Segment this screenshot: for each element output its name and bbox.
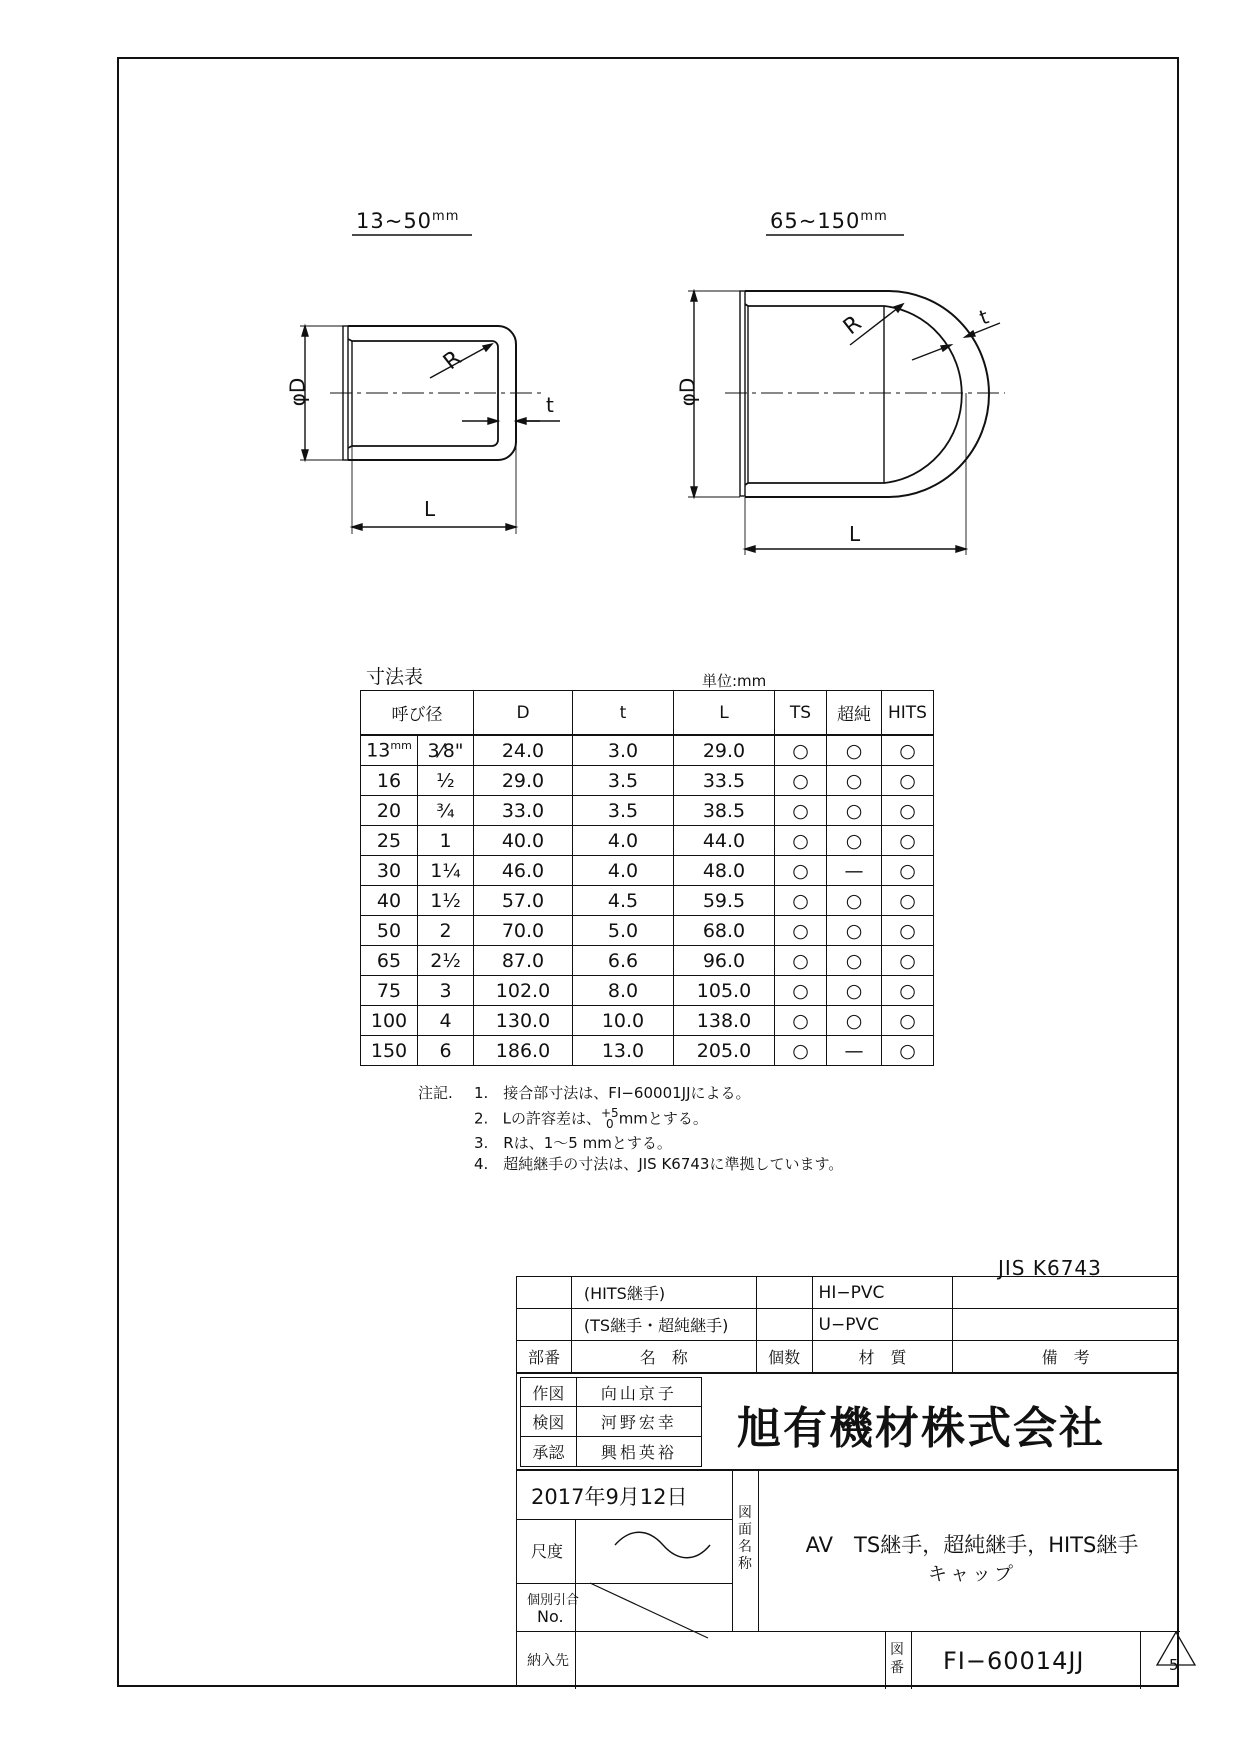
cell-t: 3.5 (573, 796, 674, 826)
cell-L: 44.0 (674, 826, 775, 856)
part1-material: HI−PVC (812, 1277, 953, 1309)
cell-nominal-mm: 20 (361, 796, 418, 826)
table-row (361, 976, 934, 1006)
cell-nominal-inch: 6 (418, 1036, 474, 1066)
ref-label-1: 個別引合 (527, 1593, 580, 1608)
table-row (361, 856, 934, 886)
cell-D: 29.0 (474, 766, 573, 796)
header-ultrapure: 超純 (827, 691, 882, 736)
cell-D: 186.0 (474, 1036, 573, 1066)
cell-L: 59.5 (674, 886, 775, 916)
cell-ultrapure: ○ (827, 796, 882, 826)
cell-L: 33.5 (674, 766, 775, 796)
cell-TS: ○ (775, 766, 827, 796)
cell-L: 29.0 (674, 735, 775, 766)
jis-standard: JIS K6743 (998, 1256, 1102, 1280)
drawing-date: 2017年9月12日 (531, 1485, 688, 1509)
cell-TS: ○ (775, 826, 827, 856)
signature-area (516, 1372, 1179, 1470)
notes-label: 注記. (418, 1084, 453, 1102)
drawing-name-line1: AV TS継手，超純継手，HITS継手 (805, 1533, 1139, 1557)
cell-HITS: ○ (882, 735, 934, 766)
cell-TS: ○ (775, 735, 827, 766)
header-material: 材 質 (812, 1341, 953, 1373)
scale-label: 尺度 (531, 1542, 564, 1561)
cell-HITS: ○ (882, 796, 934, 826)
dimension-table (360, 690, 934, 1066)
cell-nominal-inch: 1 (418, 826, 474, 856)
header-TS: TS (775, 691, 827, 736)
cell-D: 130.0 (474, 1006, 573, 1036)
cell-nominal-mm: 150 (361, 1036, 418, 1066)
table-row (361, 916, 934, 946)
small-radius-label: R (438, 345, 467, 376)
small-diameter-label: φD (285, 377, 310, 407)
cell-HITS: ○ (882, 766, 934, 796)
cell-D: 46.0 (474, 856, 573, 886)
cell-D: 102.0 (474, 976, 573, 1006)
note-3: 3. Rは、1〜5 mmとする。 (474, 1134, 672, 1152)
cell-nominal-mm: 25 (361, 826, 418, 856)
small-size-label: $13\sim 50^{mm}$ (356, 209, 460, 233)
cell-nominal-mm: 30 (361, 856, 418, 886)
cell-TS: ○ (775, 886, 827, 916)
header-HITS: HITS (882, 691, 934, 736)
notes-block (418, 1083, 978, 1183)
small-thickness-label: t (546, 393, 554, 417)
cell-D: 40.0 (474, 826, 573, 856)
revision-number: 5 (1169, 1656, 1179, 1674)
cell-t: 6.6 (573, 946, 674, 976)
large-radius-label: R (838, 310, 867, 341)
header-name: 名 称 (571, 1341, 756, 1373)
part2-name: (TS継手・超純継手) (571, 1309, 756, 1341)
cell-ultrapure: ○ (827, 976, 882, 1006)
cell-nominal-inch: 3⁄8" (418, 735, 474, 766)
note-1: 1. 接合部寸法は、FI−60001JJによる。 (474, 1084, 751, 1102)
cell-TS: ○ (775, 1036, 827, 1066)
header-remarks: 備 考 (953, 1341, 1179, 1373)
cell-nominal-mm: 75 (361, 976, 418, 1006)
table-row (361, 796, 934, 826)
cell-nominal-inch: ½ (418, 766, 474, 796)
cell-ultrapure: ○ (827, 916, 882, 946)
small-length-label: L (424, 497, 436, 521)
table-row (361, 886, 934, 916)
cell-ultrapure: ○ (827, 1006, 882, 1036)
delivery-label: 納入先 (527, 1653, 569, 1669)
cell-ultrapure: ○ (827, 886, 882, 916)
cell-ultrapure: ○ (827, 826, 882, 856)
large-size-label: $65\sim 150^{mm}$ (770, 209, 888, 233)
drawn-label: 作図 (521, 1378, 577, 1407)
cell-nominal-mm: 65 (361, 946, 418, 976)
header-t: t (573, 691, 674, 736)
cell-L: 38.5 (674, 796, 775, 826)
cell-nominal-mm: 40 (361, 886, 418, 916)
cell-HITS: ○ (882, 886, 934, 916)
large-length-label: L (849, 522, 861, 546)
cell-ultrapure: ○ (827, 766, 882, 796)
parts-list (516, 1276, 1179, 1373)
cell-nominal-inch: 1½ (418, 886, 474, 916)
cell-HITS: ○ (882, 826, 934, 856)
cell-nominal-mm: 100 (361, 1006, 418, 1036)
drawing-name-line2: キャップ (927, 1563, 1016, 1585)
drawing-name-label: 図面名称 (738, 1505, 752, 1572)
drawing-no-label: 図番 (890, 1642, 904, 1676)
cell-ultrapure: — (827, 1036, 882, 1066)
cell-HITS: ○ (882, 916, 934, 946)
cell-L: 96.0 (674, 946, 775, 976)
table-row (361, 1006, 934, 1036)
note-4: 4. 超純継手の寸法は、JIS K6743に準拠しています。 (474, 1155, 844, 1173)
checked-label: 検図 (521, 1407, 577, 1437)
header-part-no: 部番 (517, 1341, 572, 1373)
cell-L: 205.0 (674, 1036, 775, 1066)
cell-t: 8.0 (573, 976, 674, 1006)
drawn-by: 向山京子 (576, 1378, 701, 1407)
cell-D: 24.0 (474, 735, 573, 766)
cell-HITS: ○ (882, 976, 934, 1006)
table-row (361, 1036, 934, 1066)
cell-ultrapure: ○ (827, 735, 882, 766)
checked-by: 河野宏幸 (576, 1407, 701, 1437)
cell-HITS: ○ (882, 1006, 934, 1036)
cell-nominal-inch: ¾ (418, 796, 474, 826)
cell-nominal-mm: 16 (361, 766, 418, 796)
cell-ultrapure: — (827, 856, 882, 886)
cell-D: 57.0 (474, 886, 573, 916)
cell-t: 3.5 (573, 766, 674, 796)
cell-L: 138.0 (674, 1006, 775, 1036)
cell-nominal-mm: 50 (361, 916, 418, 946)
cell-L: 48.0 (674, 856, 775, 886)
note-2: 2. Lの許容差は、 +5 0 mmとする。 (474, 1106, 708, 1131)
cell-t: 5.0 (573, 916, 674, 946)
cell-HITS: ○ (882, 856, 934, 886)
cell-TS: ○ (775, 916, 827, 946)
ref-label-2: No. (537, 1607, 564, 1626)
table-row (361, 946, 934, 976)
cell-nominal-inch: 1¼ (418, 856, 474, 886)
table-row (361, 766, 934, 796)
approval-table (520, 1377, 702, 1467)
cell-t: 3.0 (573, 735, 674, 766)
approved-by: 興梠英裕 (576, 1437, 701, 1467)
approved-label: 承認 (521, 1437, 577, 1467)
part1-name: (HITS継手) (571, 1277, 756, 1309)
cell-nominal-inch: 2½ (418, 946, 474, 976)
large-diameter-label: φD (675, 377, 700, 407)
cell-t: 4.5 (573, 886, 674, 916)
cell-TS: ○ (775, 856, 827, 886)
cell-nominal-mm: $13^{mm}$ (361, 735, 418, 766)
cell-D: 87.0 (474, 946, 573, 976)
cell-D: 70.0 (474, 916, 573, 946)
cell-TS: ○ (775, 796, 827, 826)
cell-HITS: ○ (882, 946, 934, 976)
cell-L: 68.0 (674, 916, 775, 946)
cell-nominal-inch: 2 (418, 916, 474, 946)
large-thickness-label: t (976, 304, 992, 330)
header-nominal: 呼び径 (361, 691, 474, 736)
header-D: D (474, 691, 573, 736)
table-unit-note: 単位:mm (702, 672, 767, 690)
cell-TS: ○ (775, 976, 827, 1006)
part2-material: U−PVC (812, 1309, 953, 1341)
cell-L: 105.0 (674, 976, 775, 1006)
drawing-number: FI−60014JJ (943, 1647, 1085, 1675)
cell-ultrapure: ○ (827, 946, 882, 976)
header-L: L (674, 691, 775, 736)
cell-t: 13.0 (573, 1036, 674, 1066)
cell-t: 4.0 (573, 826, 674, 856)
drawing-info-block (516, 1469, 1179, 1687)
table-row (361, 826, 934, 856)
cell-nominal-inch: 4 (418, 1006, 474, 1036)
cell-D: 33.0 (474, 796, 573, 826)
cell-t: 4.0 (573, 856, 674, 886)
table-title: 寸法表 (366, 666, 424, 688)
table-row (361, 735, 934, 766)
cell-nominal-inch: 3 (418, 976, 474, 1006)
header-qty: 個数 (756, 1341, 812, 1373)
cell-t: 10.0 (573, 1006, 674, 1036)
cell-TS: ○ (775, 946, 827, 976)
cell-TS: ○ (775, 1006, 827, 1036)
company-name: 旭有機材株式会社 (737, 1403, 1105, 1454)
cell-HITS: ○ (882, 1036, 934, 1066)
